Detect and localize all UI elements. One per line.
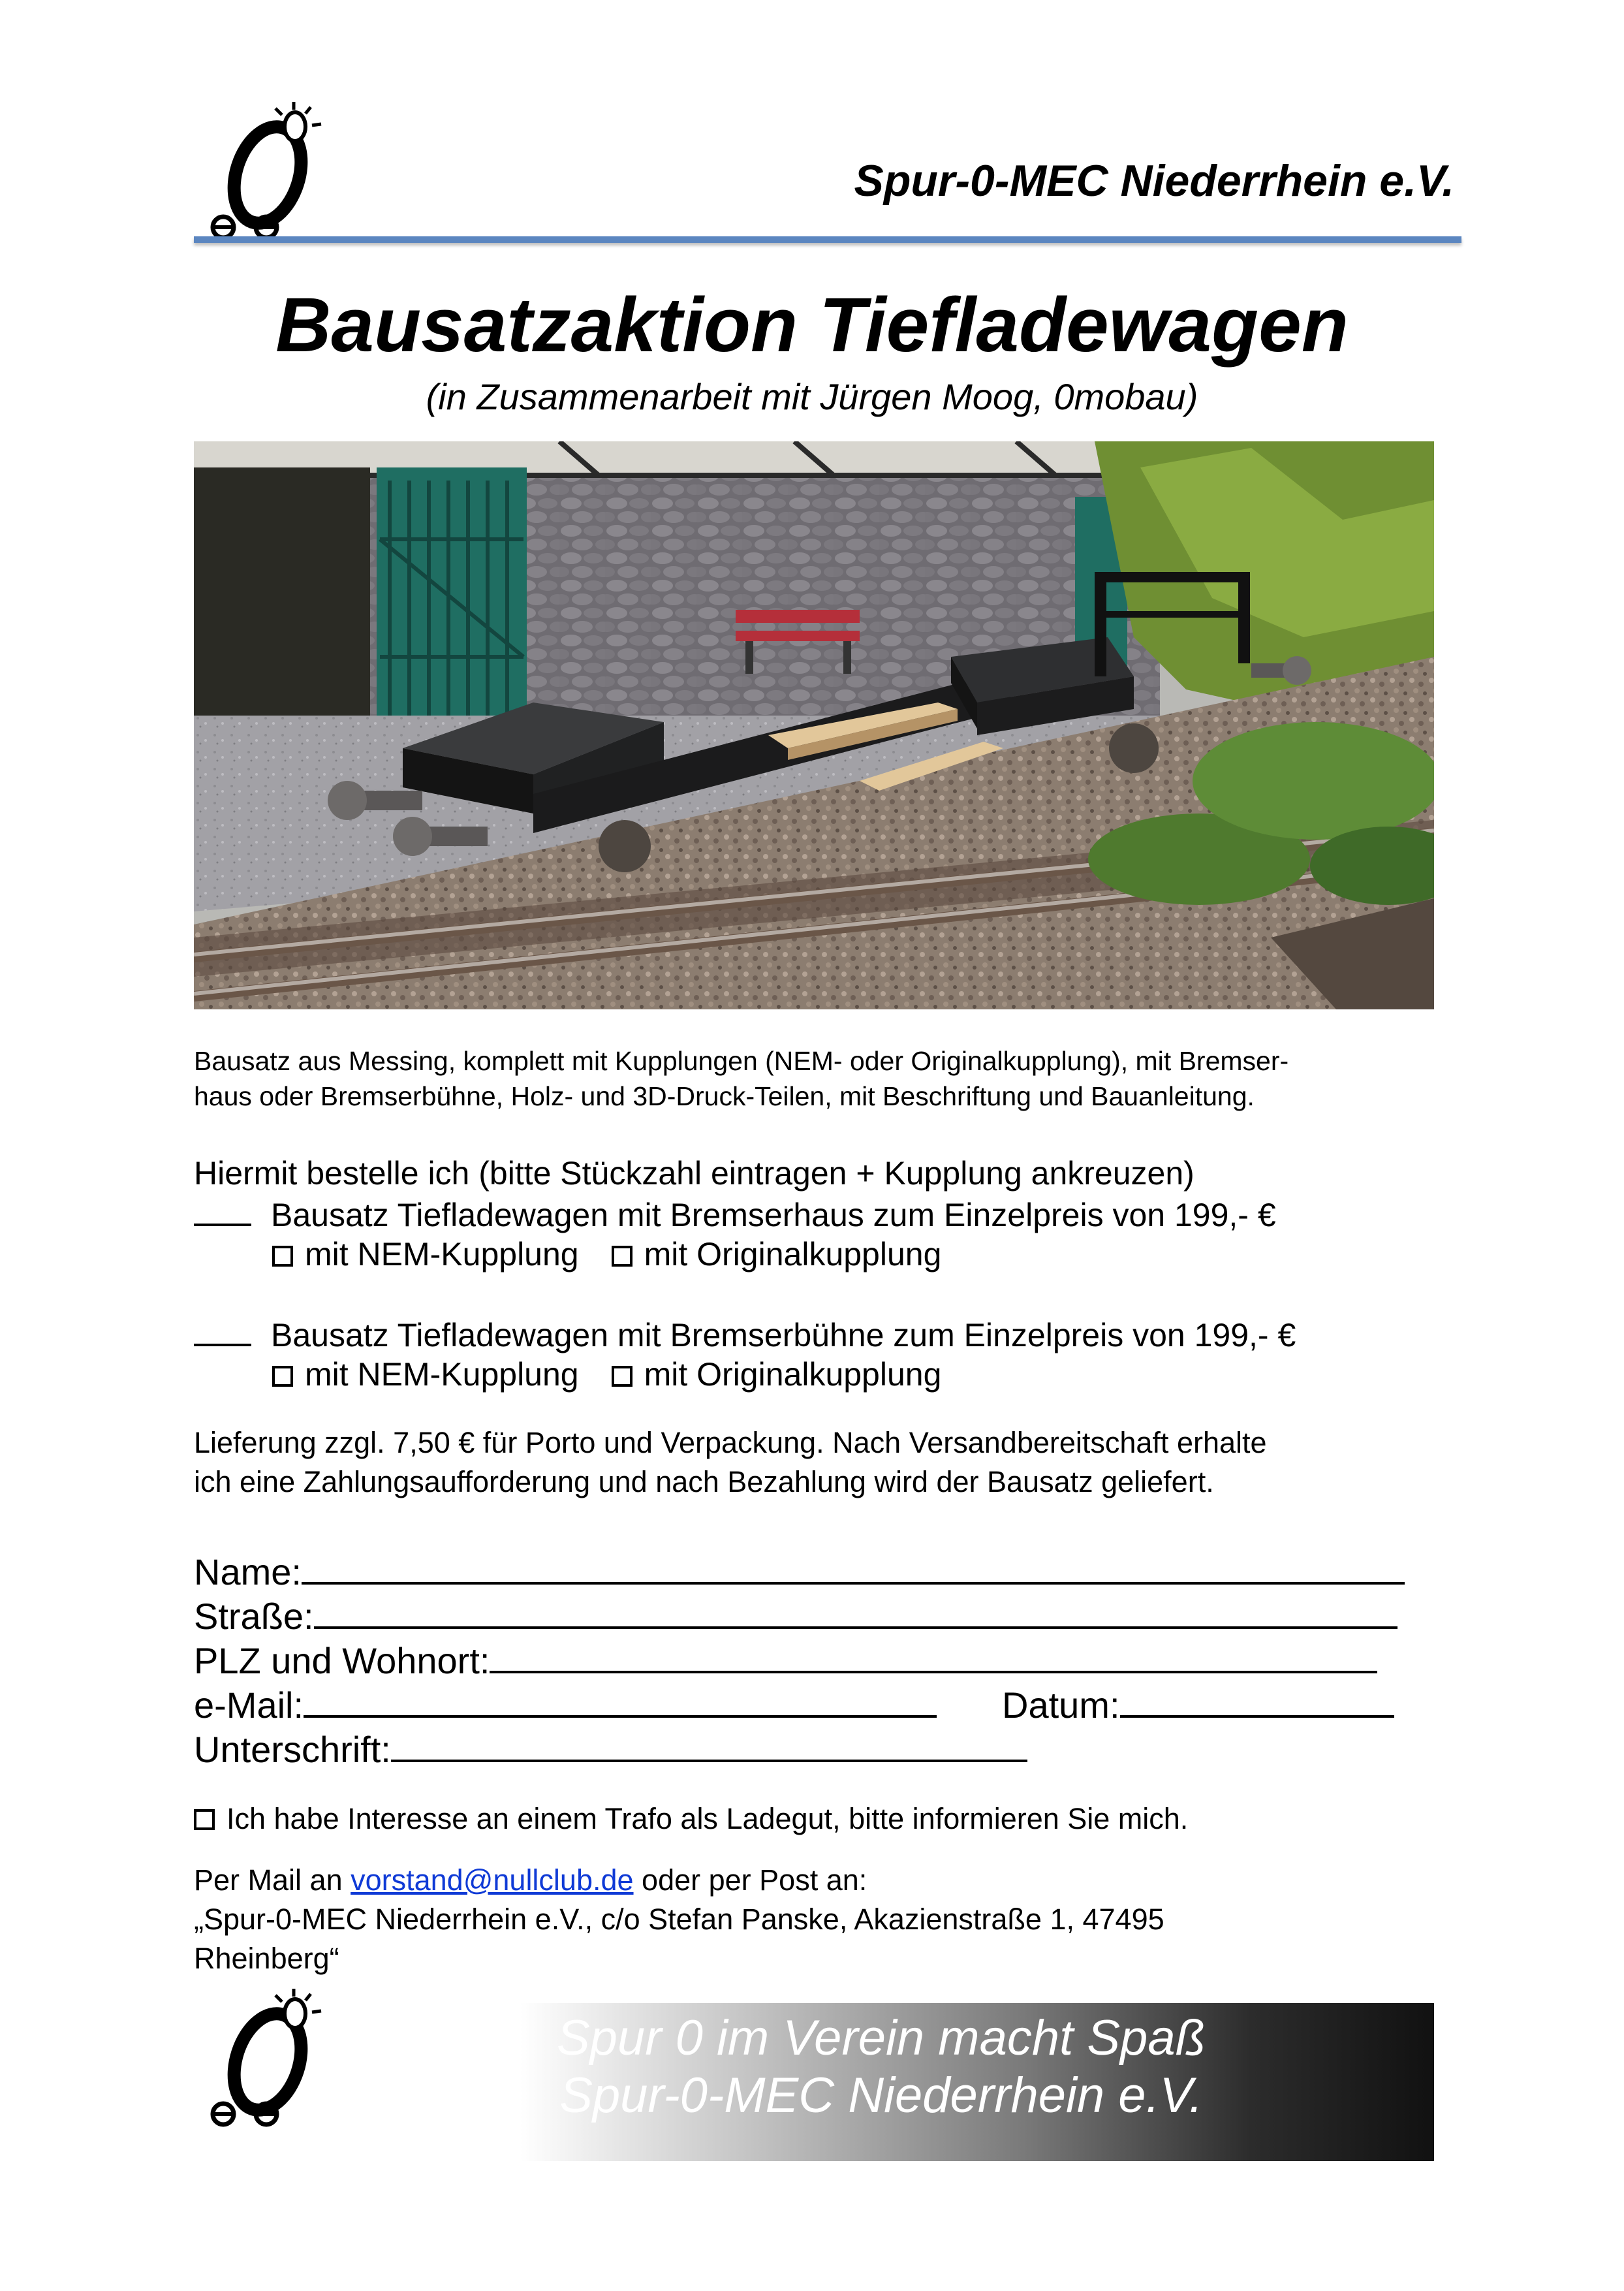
name-field <box>194 1551 1405 1593</box>
contact-email-link[interactable]: vorstand@nullclub.de <box>351 1863 634 1897</box>
signature-input-line[interactable] <box>391 1730 1027 1762</box>
footer-logo-icon <box>196 1985 336 2132</box>
name-label: Name: <box>194 1551 302 1592</box>
date-field <box>1002 1684 1394 1726</box>
signature-field <box>194 1728 1027 1771</box>
interest-option <box>194 1802 1188 1836</box>
checkbox-icon[interactable] <box>272 1366 293 1387</box>
delivery-line: Lieferung zzgl. 7,50 € für Porto und Verpackung. Nach Versandbereitschaft erhalte <box>194 1426 1267 1459</box>
email-field <box>194 1684 937 1726</box>
coupling-options-2 <box>272 1355 941 1393</box>
footer-slogan: Spur 0 im Verein macht Spaß <box>556 2010 1206 2066</box>
footer-text <box>522 2010 1240 2125</box>
street-label: Straße: <box>194 1596 314 1637</box>
contact-prefix: Per Mail an <box>194 1863 351 1897</box>
description-line: Bausatz aus Messing, komplett mit Kupplungen (NEM- oder Originalkupplung), mit Bremser- <box>194 1046 1289 1076</box>
city-field <box>194 1639 1377 1682</box>
city-input-line[interactable] <box>490 1641 1377 1673</box>
option-original-label: mit Originalkupplung <box>644 1236 942 1272</box>
club-logo-icon <box>196 98 336 245</box>
delivery-line: ich eine Zahlungsaufforderung und nach Bezahlung wird der Bausatz geliefert. <box>194 1465 1214 1498</box>
checkbox-icon[interactable] <box>194 1809 215 1830</box>
city-label: PLZ und Wohnort: <box>194 1640 490 1681</box>
checkbox-icon[interactable] <box>612 1366 632 1387</box>
order-item-bremserhaus <box>194 1195 1276 1234</box>
option-original-label: mit Originalkupplung <box>644 1356 942 1393</box>
page-subtitle: (in Zusammenarbeit mit Jürgen Moog, 0mobau) <box>426 376 1198 417</box>
product-description <box>194 1043 1473 1114</box>
description-line: haus oder Bremserbühne, Holz- und 3D-Druck-Teilen, mit Beschriftung und Bauanleitung. <box>194 1081 1255 1111</box>
coupling-options-1 <box>272 1235 941 1273</box>
checkbox-icon[interactable] <box>272 1246 293 1267</box>
quantity-field[interactable] <box>194 1195 251 1226</box>
signature-label: Unterschrift: <box>194 1729 391 1770</box>
address-line: Rheinberg“ <box>194 1942 339 1975</box>
email-input-line[interactable] <box>304 1685 937 1718</box>
date-input-line[interactable] <box>1120 1685 1394 1718</box>
header-club-name: Spur-0-MEC Niederrhein e.V. <box>854 156 1454 206</box>
option-nem-label: mit NEM-Kupplung <box>305 1236 579 1272</box>
contact-suffix: oder per Post an: <box>633 1863 867 1897</box>
order-item-bremserbuehne <box>194 1315 1296 1354</box>
order-item-label: Bausatz Tiefladewagen mit Bremserbühne zum Einzelpreis von 199,- € <box>271 1317 1296 1353</box>
email-label: e-Mail: <box>194 1684 304 1726</box>
product-photo <box>194 441 1434 1009</box>
delivery-note <box>194 1423 1473 1502</box>
contact-line <box>194 1861 1473 1900</box>
checkbox-icon[interactable] <box>612 1246 632 1267</box>
interest-label: Ich habe Interesse an einem Trafo als Ladegut, bitte informieren Sie mich. <box>226 1802 1189 1835</box>
page-title: Bausatzaktion Tiefladewagen <box>275 282 1349 368</box>
address-line: „Spur-0-MEC Niederrhein e.V., c/o Stefan Panske, Akazienstraße 1, 47495 <box>194 1903 1164 1936</box>
option-nem-label: mit NEM-Kupplung <box>305 1356 579 1393</box>
contact-info <box>194 1861 1473 1978</box>
order-item-label: Bausatz Tiefladewagen mit Bremserhaus zum Einzelpreis von 199,- € <box>271 1197 1276 1233</box>
date-label: Datum: <box>1002 1684 1120 1726</box>
header-divider <box>194 236 1461 243</box>
street-field <box>194 1595 1398 1637</box>
name-input-line[interactable] <box>302 1552 1405 1585</box>
quantity-field[interactable] <box>194 1315 251 1346</box>
street-input-line[interactable] <box>314 1596 1398 1629</box>
order-intro: Hiermit bestelle ich (bitte Stückzahl eintragen + Kupplung ankreuzen) <box>194 1155 1195 1192</box>
footer-club-name: Spur-0-MEC Niederrhein e.V. <box>559 2068 1203 2123</box>
